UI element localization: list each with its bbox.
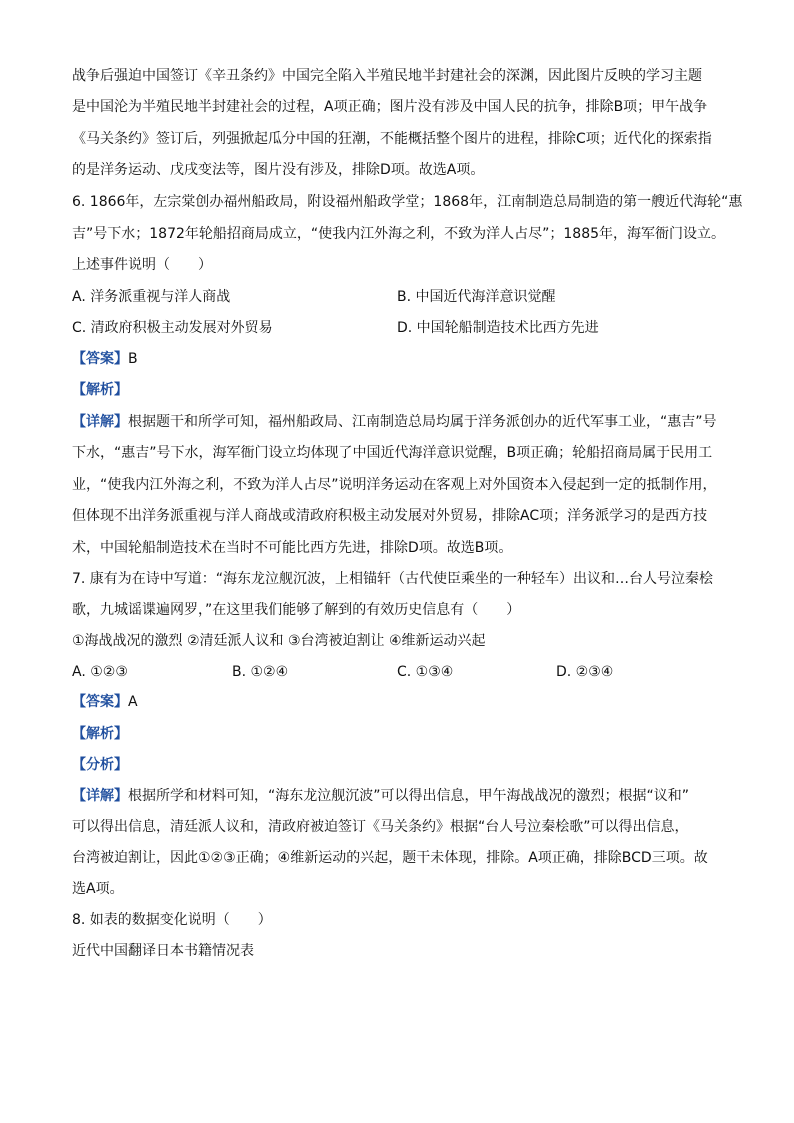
prev-analysis-line-2: 是中国沦为半殖民地半封建社会的过程，A项正确；图片没有涉及中国人民的抗争，排除B项；甲午战争 [72,99,708,115]
q6-option-d: D. 中国轮船制造技术比西方先进 [397,320,599,336]
q7-items: ①海战战况的激烈 ②清廷派人议和 ③台湾被迫割让 ④维新运动兴起 [72,633,486,649]
q7-detail-line-3: 台湾被迫割让，因此①②③正确；④维新运动的兴起，题干未体现，排除。A项正确，排除BCD三项。故 [72,850,708,866]
q7-option-d: D. ②③④ [556,664,614,680]
q6-detail-line-2: 下水，“惠吉”号下水，海军衙门设立均体现了中国近代海洋意识觉醒，B项正确；轮船招商局属于民用工 [72,445,713,461]
q6-answer-value: B [128,351,138,367]
q7-answer-line [72,693,732,711]
q7-stem-line-1: 7. 康有为在诗中写道：“海东龙泣舰沉波，上相锚轩（古代使臣乘坐的一种轻车）出议和…台人号泣秦桧 [72,571,714,587]
q6-detail-line-5: 术，中国轮船制造技术在当时不可能比西方先进，排除D项。故选B项。 [72,540,513,556]
q7-fenxi-tag: 【分析】 [72,757,128,773]
q7-answer-tag: 【答案】 [72,694,128,710]
q7-detail-line-2: 可以得出信息，清廷派人议和，清政府被迫签订《马关条约》根据“台人号泣秦桧歌”可以得出信息， [72,819,689,835]
q6-detail-text-1: 根据题干和所学可知，福州船政局、江南制造总局均属于洋务派创办的近代军事工业，“惠吉”号 [128,414,717,430]
q7-option-b: B. ①②④ [232,664,289,680]
prev-analysis-line-3: 《马关条约》签订后，列强掀起瓜分中国的狂潮，不能概括整个图片的进程，排除C项；近代化的探索指 [72,131,712,147]
q6-analysis-tag: 【解析】 [72,382,128,398]
q7-detail-line-4: 选A项。 [72,881,124,897]
q7-option-a: A. ①②③ [72,664,128,680]
q7-analysis-tag: 【解析】 [72,726,128,742]
q7-detail-text-1: 根据所学和材料可知，“海东龙泣舰沉波”可以得出信息，甲午海战战况的激烈；根据“议和” [128,788,690,804]
prev-analysis-line-1: 战争后强迫中国签订《辛丑条约》中国完全陷入半殖民地半封建社会的深渊，因此图片反映的学习主题 [72,68,702,84]
q8-stem: 8. 如表的数据变化说明（ ） [72,912,272,928]
q6-answer-line [72,350,732,368]
q6-stem-line-1: 6. 1866年，左宗棠创办福州船政局，附设福州船政学堂；1868年，江南制造总局制造的第一艘近代海轮“惠 [72,194,743,210]
q7-detail-tag: 【详解】 [72,788,128,804]
q6-analysis-heading [72,381,732,399]
q6-detail-line-1 [72,413,732,431]
q6-option-b: B. 中国近代海洋意识觉醒 [397,289,556,305]
q6-stem-line-2: 吉”号下水；1872年轮船招商局成立，“使我内江外海之利，不致为洋人占尽”；1885年，海军衙门设立。 [72,226,726,242]
prev-analysis-line-4: 的是洋务运动、戊戌变法等，图片没有涉及，排除D项。故选A项。 [72,162,485,178]
q6-stem-line-3: 上述事件说明（ ） [72,257,212,273]
q8-table-caption: 近代中国翻译日本书籍情况表 [72,943,254,959]
q6-option-c: C. 清政府积极主动发展对外贸易 [72,320,273,336]
q7-fenxi-heading [72,756,732,774]
q6-detail-tag: 【详解】 [72,414,128,430]
q6-answer-tag: 【答案】 [72,351,128,367]
q7-option-c: C. ①③④ [397,664,454,680]
q6-option-a: A. 洋务派重视与洋人商战 [72,289,231,305]
q7-stem-line-2: 歌，九城谣谍遍网罗，”在这里我们能够了解到的有效历史信息有（ ） [72,602,521,618]
q7-answer-value: A [128,694,138,710]
q7-detail-line-1 [72,787,732,805]
q6-detail-line-4: 但体现不出洋务派重视与洋人商战或清政府积极主动发展对外贸易，排除AC项；洋务派学习的是西方技 [72,508,708,524]
q7-analysis-heading [72,725,732,743]
q6-detail-line-3: 业，“使我内江外海之利，不致为洋人占尽”说明洋务运动在客观上对外国资本入侵起到一定的抵制作用， [72,477,717,493]
